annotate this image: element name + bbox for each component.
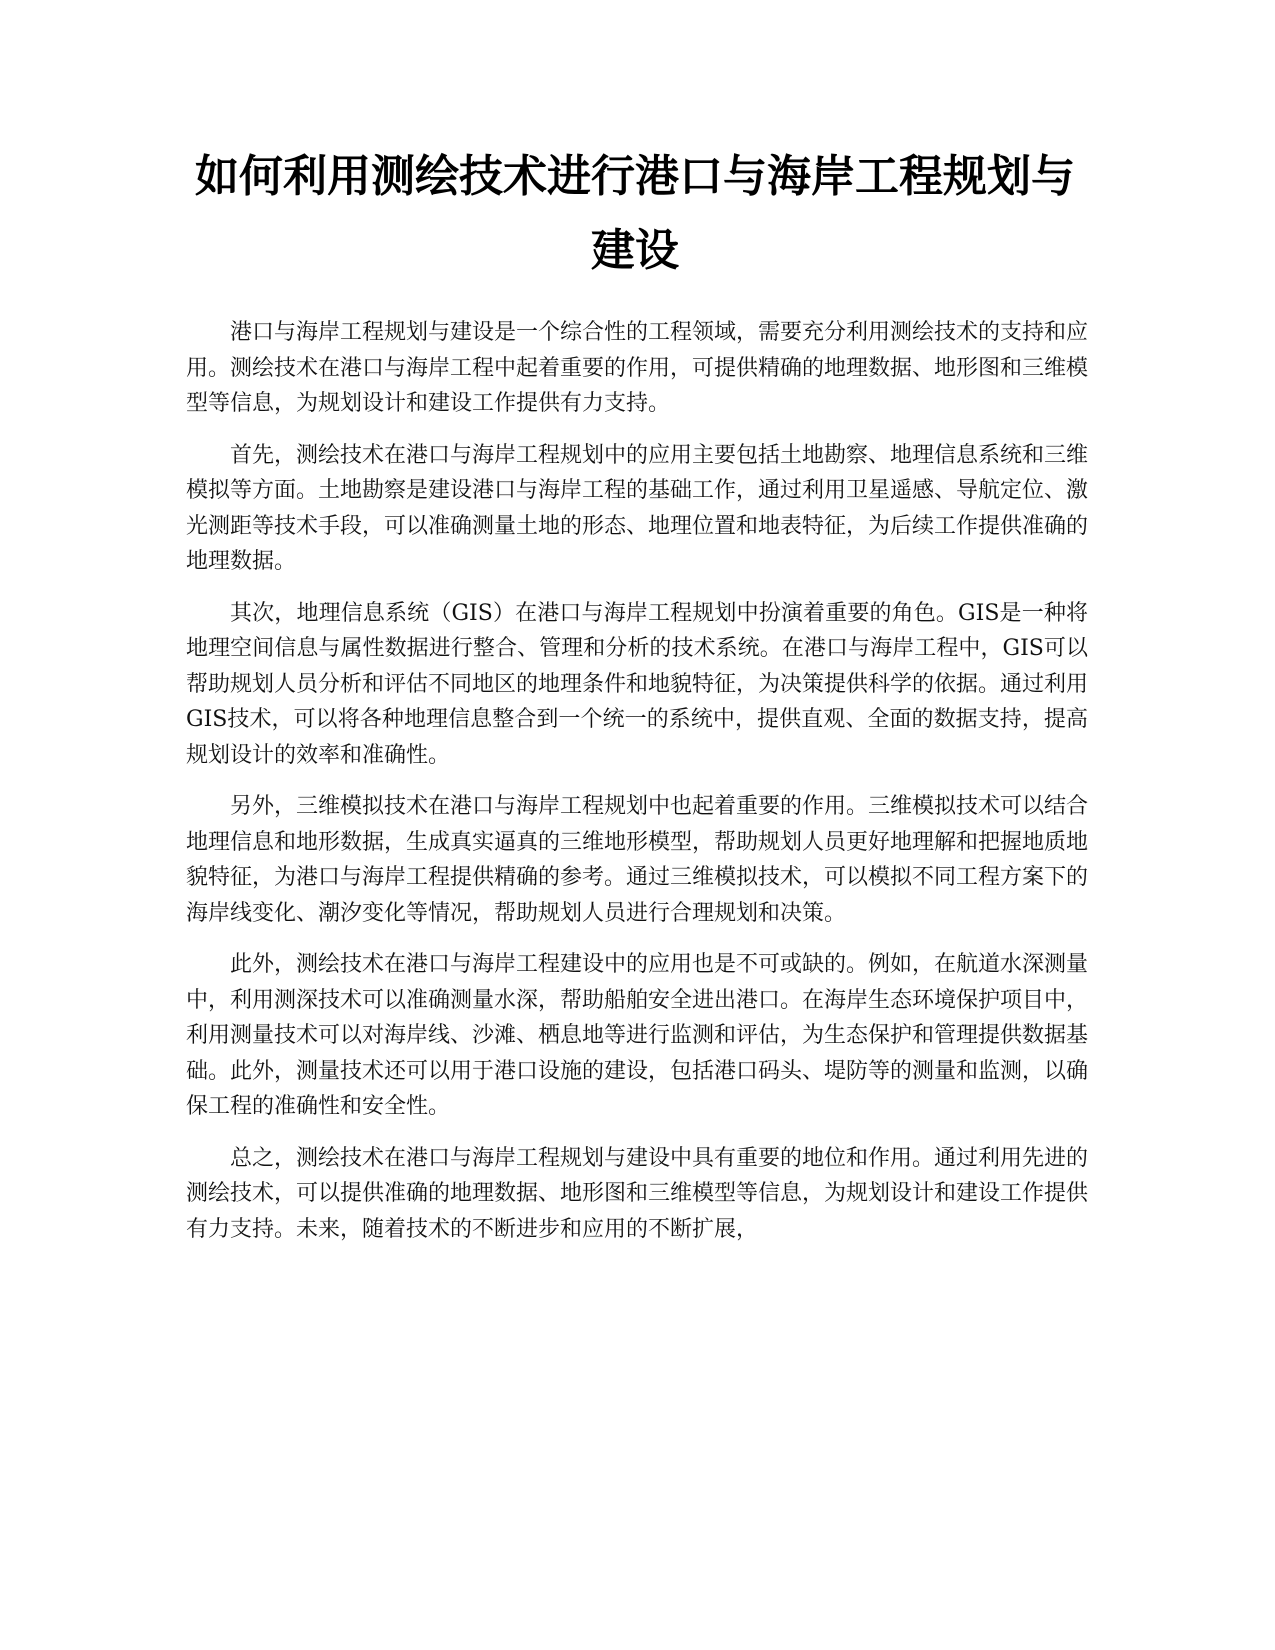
paragraph-construction: 此外，测绘技术在港口与海岸工程建设中的应用也是不可或缺的。例如，在航道水深测量中，利用测深技术可以准确测量水深，帮助船舶安全进出港口。在海岸生态环境保护项目中，利用测量技术可以对海岸线、沙滩、栖息地等进行监测和评估，为生态保护和管理提供数据基础。此外，测量技术还可以用于港口设施的建设，包括港口码头、堤防等的测量和监测，以确保工程的准确性和安全性。 (186, 952, 1089, 1119)
paragraph-gis: 其次，地理信息系统（GIS）在港口与海岸工程规划中扮演着重要的角色。GIS是一种将地理空间信息与属性数据进行整合、管理和分析的技术系统。在港口与海岸工程中，GIS可以帮助规划人员分析和评估不同地区的地理条件和地貌特征，为决策提供科学的依据。通过利用GIS技术，可以将各种地理信息整合到一个统一的系统中，提供直观、全面的数据支持，提高规划设计的效率和准确性。 (186, 600, 1089, 768)
document-title: 如何利用测绘技术进行港口与海岸工程规划与建设 (195, 151, 1075, 276)
document-body (186, 315, 1088, 1263)
paragraph-intro: 港口与海岸工程规划与建设是一个综合性的工程领域，需要充分利用测绘技术的支持和应用。测绘技术在港口与海岸工程中起着重要的作用，可提供精确的地理数据、地形图和三维模型等信息，为规划设计和建设工作提供有力支持。 (186, 320, 1089, 416)
paragraph-land-survey: 首先，测绘技术在港口与海岸工程规划中的应用主要包括土地勘察、地理信息系统和三维模拟等方面。土地勘察是建设港口与海岸工程的基础工作，通过利用卫星遥感、导航定位、激光测距等技术手段，可以准确测量土地的形态、地理位置和地表特征，为后续工作提供准确的地理数据。 (186, 442, 1089, 574)
paragraph-3d-simulation: 另外，三维模拟技术在港口与海岸工程规划中也起着重要的作用。三维模拟技术可以结合地理信息和地形数据，生成真实逼真的三维地形模型，帮助规划人员更好地理解和把握地质地貌特征，为港口与海岸工程提供精确的参考。通过三维模拟技术，可以模拟不同工程方案下的海岸线变化、潮汐变化等情况，帮助规划人员进行合理规划和决策。 (186, 794, 1089, 926)
paragraph-conclusion: 总之，测绘技术在港口与海岸工程规划与建设中具有重要的地位和作用。通过利用先进的测绘技术，可以提供准确的地理数据、地形图和三维模型等信息，为规划设计和建设工作提供有力支持。未来，随着技术的不断进步和应用的不断扩展， (186, 1145, 1089, 1242)
